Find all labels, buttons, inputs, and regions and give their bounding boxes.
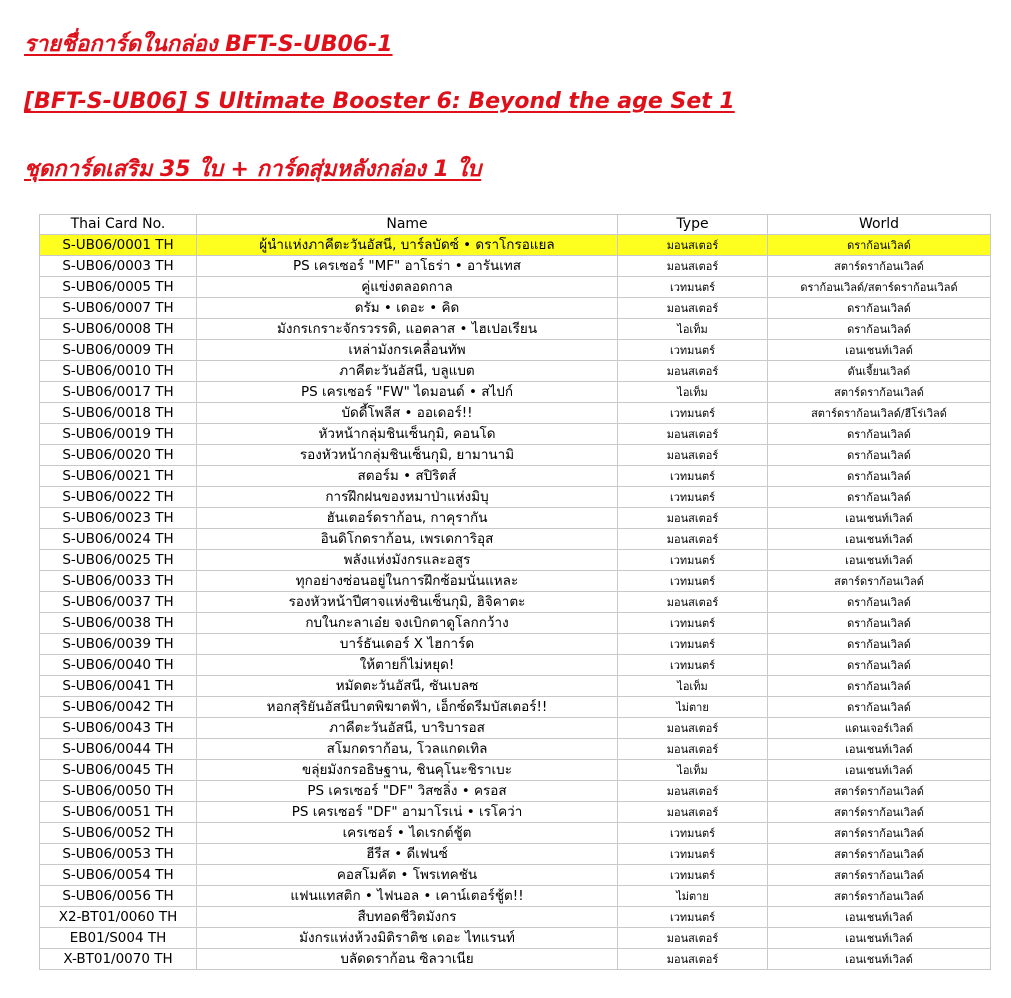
cell-card-world: เอนเชนท์เวิลด์ <box>768 949 991 970</box>
cell-card-world: เอนเชนท์เวิลด์ <box>768 907 991 928</box>
cell-card-world: ดราก้อนเวิลด์ <box>768 319 991 340</box>
cell-card-no: S-UB06/0051 TH <box>40 802 197 823</box>
cell-card-name: รองหัวหน้าปีศาจแห่งชินเซ็นกุมิ, ฮิจิคาตะ <box>197 592 618 613</box>
cell-card-no: S-UB06/0010 TH <box>40 361 197 382</box>
cell-card-no: S-UB06/0024 TH <box>40 529 197 550</box>
table-row <box>40 844 991 865</box>
cell-card-name: PS เครเซอร์ "MF" อาโธร่า • อารันเทส <box>197 256 618 277</box>
table-row <box>40 676 991 697</box>
cell-card-name: หอกสุริยันอัสนีบาตพิฆาตฟ้า, เอ็กซ์ดรีมบัสเตอร์!! <box>197 697 618 718</box>
cell-card-world: เอนเชนท์เวิลด์ <box>768 739 991 760</box>
set-title: [BFT-S-UB06] S Ultimate Booster 6: Beyond the age Set 1 <box>24 89 735 114</box>
cell-card-type: เวทมนตร์ <box>618 487 768 508</box>
cell-card-world: ดราก้อนเวิลด์ <box>768 424 991 445</box>
cell-card-world: สตาร์ดราก้อนเวิลด์ <box>768 571 991 592</box>
cell-card-name: กบในกะลาเอ๋ย จงเบิกตาดูโลกกว้าง <box>197 613 618 634</box>
cell-card-type: มอนสเตอร์ <box>618 298 768 319</box>
cell-card-no: S-UB06/0037 TH <box>40 592 197 613</box>
table-row <box>40 382 991 403</box>
cell-card-world: ดราก้อนเวิลด์ <box>768 634 991 655</box>
table-row <box>40 298 991 319</box>
cell-card-name: การฝึกฝนของหมาป่าแห่งมิบุ <box>197 487 618 508</box>
cell-card-world: เอนเชนท์เวิลด์ <box>768 760 991 781</box>
cell-card-name: ทุกอย่างซ่อนอยู่ในการฝึกซ้อมนั่นแหละ <box>197 571 618 592</box>
table-row <box>40 928 991 949</box>
cell-card-world: สตาร์ดราก้อนเวิลด์ <box>768 382 991 403</box>
cell-card-name: PS เครเซอร์ "FW" ไดมอนด์ • สไปก์ <box>197 382 618 403</box>
cell-card-type: เวทมนตร์ <box>618 613 768 634</box>
cell-card-no: S-UB06/0023 TH <box>40 508 197 529</box>
cell-card-name: คอสโมคัต • โพรเทคชัน <box>197 865 618 886</box>
cell-card-name: บัดดี้โพลีส • ออเดอร์!! <box>197 403 618 424</box>
cell-card-type: ไอเท็ม <box>618 760 768 781</box>
cell-card-type: มอนสเตอร์ <box>618 256 768 277</box>
cell-card-type: ไม่ตาย <box>618 886 768 907</box>
cell-card-type: เวทมนตร์ <box>618 634 768 655</box>
cell-card-no: S-UB06/0018 TH <box>40 403 197 424</box>
table-row <box>40 697 991 718</box>
cell-card-world: เอนเชนท์เวิลด์ <box>768 340 991 361</box>
cell-card-type: มอนสเตอร์ <box>618 781 768 802</box>
cell-card-type: เวทมนตร์ <box>618 907 768 928</box>
table-row <box>40 739 991 760</box>
cell-card-no: S-UB06/0053 TH <box>40 844 197 865</box>
cell-card-no: S-UB06/0008 TH <box>40 319 197 340</box>
cell-card-no: X-BT01/0070 TH <box>40 949 197 970</box>
cell-card-name: รองหัวหน้ากลุ่มชินเซ็นกุมิ, ยามานามิ <box>197 445 618 466</box>
cell-card-name: แฟนแทสติก • ไฟนอล • เคาน์เตอร์ชู้ต!! <box>197 886 618 907</box>
cell-card-name: มังกรแห่งห้วงมิติราติช เดอะ ไทแรนท์ <box>197 928 618 949</box>
cell-card-world: สตาร์ดราก้อนเวิลด์ <box>768 886 991 907</box>
column-header-type: Type <box>618 215 768 235</box>
table-row <box>40 550 991 571</box>
table-row <box>40 277 991 298</box>
cell-card-type: เวทมนตร์ <box>618 403 768 424</box>
list-title: รายชื่อการ์ดในกล่อง BFT-S-UB06-1 <box>24 32 393 57</box>
cell-card-type: เวทมนตร์ <box>618 655 768 676</box>
cell-card-type: ไอเท็ม <box>618 319 768 340</box>
table-row <box>40 886 991 907</box>
table-row <box>40 424 991 445</box>
cell-card-no: S-UB06/0017 TH <box>40 382 197 403</box>
cell-card-name: มังกรเกราะจักรวรรดิ, แอตลาส • ไฮเปอเรียน <box>197 319 618 340</box>
cell-card-no: X2-BT01/0060 TH <box>40 907 197 928</box>
cell-card-world: ดราก้อนเวิลด์ <box>768 487 991 508</box>
table-row <box>40 235 991 256</box>
cell-card-type: มอนสเตอร์ <box>618 739 768 760</box>
cell-card-type: เวทมนตร์ <box>618 571 768 592</box>
column-header-card-no: Thai Card No. <box>40 215 197 235</box>
cell-card-world: สตาร์ดราก้อนเวิลด์ <box>768 781 991 802</box>
cell-card-no: S-UB06/0025 TH <box>40 550 197 571</box>
cell-card-no: S-UB06/0050 TH <box>40 781 197 802</box>
cell-card-name: พลังแห่งมังกรและอสูร <box>197 550 618 571</box>
table-row <box>40 802 991 823</box>
cell-card-world: สตาร์ดราก้อนเวิลด์/ฮีโร่เวิลด์ <box>768 403 991 424</box>
cell-card-world: ดราก้อนเวิลด์ <box>768 466 991 487</box>
cell-card-world: สตาร์ดราก้อนเวิลด์ <box>768 823 991 844</box>
cell-card-no: S-UB06/0045 TH <box>40 760 197 781</box>
cell-card-type: เวทมนตร์ <box>618 340 768 361</box>
table-row <box>40 256 991 277</box>
cell-card-world: ดราก้อนเวิลด์ <box>768 697 991 718</box>
table-row <box>40 634 991 655</box>
table-row <box>40 403 991 424</box>
cell-card-world: ดราก้อนเวิลด์ <box>768 298 991 319</box>
table-row <box>40 319 991 340</box>
cell-card-no: S-UB06/0021 TH <box>40 466 197 487</box>
cell-card-world: ดราก้อนเวิลด์ <box>768 613 991 634</box>
cell-card-no: S-UB06/0042 TH <box>40 697 197 718</box>
cell-card-type: เวทมนตร์ <box>618 865 768 886</box>
table-row <box>40 907 991 928</box>
cell-card-name: สโมกดราก้อน, โวลแกดเทิล <box>197 739 618 760</box>
table-row <box>40 445 991 466</box>
cell-card-world: เอนเชนท์เวิลด์ <box>768 529 991 550</box>
cell-card-name: เครเซอร์ • ไดเรกต์ชู้ต <box>197 823 618 844</box>
cell-card-type: มอนสเตอร์ <box>618 928 768 949</box>
cell-card-name: หัวหน้ากลุ่มชินเซ็นกุมิ, คอนโด <box>197 424 618 445</box>
table-row <box>40 865 991 886</box>
cell-card-name: PS เครเซอร์ "DF" อามาโรเน่ • เรโคว่า <box>197 802 618 823</box>
cell-card-no: S-UB06/0007 TH <box>40 298 197 319</box>
cell-card-type: ไม่ตาย <box>618 697 768 718</box>
cell-card-no: S-UB06/0005 TH <box>40 277 197 298</box>
cell-card-world: สตาร์ดราก้อนเวิลด์ <box>768 844 991 865</box>
cell-card-type: มอนสเตอร์ <box>618 529 768 550</box>
table-row <box>40 949 991 970</box>
cell-card-name: บาร์ธันเดอร์ X ไฮการ์ด <box>197 634 618 655</box>
cell-card-no: S-UB06/0056 TH <box>40 886 197 907</box>
table-row <box>40 592 991 613</box>
cell-card-no: S-UB06/0033 TH <box>40 571 197 592</box>
cell-card-type: มอนสเตอร์ <box>618 424 768 445</box>
table-row <box>40 508 991 529</box>
cell-card-name: ฮันเตอร์ดราก้อน, กาคุรากัน <box>197 508 618 529</box>
cell-card-type: ไอเท็ม <box>618 382 768 403</box>
cell-card-name: บลัดดราก้อน ซิลวาเนีย <box>197 949 618 970</box>
column-header-world: World <box>768 215 991 235</box>
table-row <box>40 718 991 739</box>
cell-card-no: S-UB06/0040 TH <box>40 655 197 676</box>
table-row <box>40 781 991 802</box>
cell-card-world: เอนเชนท์เวิลด์ <box>768 508 991 529</box>
cell-card-world: ดราก้อนเวิลด์ <box>768 655 991 676</box>
cell-card-type: มอนสเตอร์ <box>618 592 768 613</box>
table-row <box>40 571 991 592</box>
cell-card-type: เวทมนตร์ <box>618 844 768 865</box>
table-row <box>40 487 991 508</box>
cell-card-type: มอนสเตอร์ <box>618 445 768 466</box>
cell-card-type: เวทมนตร์ <box>618 466 768 487</box>
cell-card-no: S-UB06/0001 TH <box>40 235 197 256</box>
table-row <box>40 340 991 361</box>
cell-card-name: PS เครเซอร์ "DF" วิสซลิ่ง • ครอส <box>197 781 618 802</box>
cell-card-world: เอนเชนท์เวิลด์ <box>768 928 991 949</box>
cell-card-type: มอนสเตอร์ <box>618 508 768 529</box>
card-rows <box>40 235 991 970</box>
cell-card-type: เวทมนตร์ <box>618 277 768 298</box>
table-row <box>40 613 991 634</box>
cell-card-name: ดรัม • เดอะ • คิด <box>197 298 618 319</box>
cell-card-type: มอนสเตอร์ <box>618 361 768 382</box>
cell-card-world: ดราก้อนเวิลด์/สตาร์ดราก้อนเวิลด์ <box>768 277 991 298</box>
cell-card-name: สืบทอดชีวิตมังกร <box>197 907 618 928</box>
cell-card-no: S-UB06/0038 TH <box>40 613 197 634</box>
cell-card-world: ดราก้อนเวิลด์ <box>768 445 991 466</box>
cell-card-type: เวทมนตร์ <box>618 550 768 571</box>
cell-card-no: S-UB06/0044 TH <box>40 739 197 760</box>
cell-card-no: S-UB06/0054 TH <box>40 865 197 886</box>
cell-card-no: S-UB06/0022 TH <box>40 487 197 508</box>
table-row <box>40 361 991 382</box>
cell-card-world: สตาร์ดราก้อนเวิลด์ <box>768 802 991 823</box>
cell-card-no: S-UB06/0039 TH <box>40 634 197 655</box>
cell-card-no: S-UB06/0043 TH <box>40 718 197 739</box>
cell-card-name: หมัดตะวันอัสนี, ซันเบลซ <box>197 676 618 697</box>
cell-card-world: ดราก้อนเวิลด์ <box>768 592 991 613</box>
cell-card-type: เวทมนตร์ <box>618 823 768 844</box>
cell-card-world: ดันเจี้ยนเวิลด์ <box>768 361 991 382</box>
cell-card-no: S-UB06/0052 TH <box>40 823 197 844</box>
cell-card-world: สตาร์ดราก้อนเวิลด์ <box>768 256 991 277</box>
cell-card-name: ภาคีตะวันอัสนี, บลูแบต <box>197 361 618 382</box>
cell-card-name: ภาคีตะวันอัสนี, บาริบารอส <box>197 718 618 739</box>
cell-card-world: แดนเจอร์เวิลด์ <box>768 718 991 739</box>
cell-card-no: S-UB06/0041 TH <box>40 676 197 697</box>
cell-card-type: มอนสเตอร์ <box>618 949 768 970</box>
table-row <box>40 823 991 844</box>
cell-card-no: S-UB06/0003 TH <box>40 256 197 277</box>
cell-card-name: อินดิโกดราก้อน, เพรเดการิอุส <box>197 529 618 550</box>
card-list-table <box>39 214 991 970</box>
cell-card-name: คู่แข่งตลอดกาล <box>197 277 618 298</box>
table-row <box>40 529 991 550</box>
cell-card-name: สตอร์ม • สปิริตส์ <box>197 466 618 487</box>
cell-card-world: สตาร์ดราก้อนเวิลด์ <box>768 865 991 886</box>
cell-card-name: เหล่ามังกรเคลื่อนทัพ <box>197 340 618 361</box>
table-row <box>40 760 991 781</box>
cell-card-no: S-UB06/0009 TH <box>40 340 197 361</box>
table-row <box>40 466 991 487</box>
cell-card-world: ดราก้อนเวิลด์ <box>768 235 991 256</box>
cell-card-type: มอนสเตอร์ <box>618 802 768 823</box>
cell-card-no: S-UB06/0019 TH <box>40 424 197 445</box>
cell-card-name: ให้ตายก็ไม่หยุด! <box>197 655 618 676</box>
cell-card-world: ดราก้อนเวิลด์ <box>768 676 991 697</box>
cell-card-name: ฮีรีส • ดีเฟนซ์ <box>197 844 618 865</box>
cell-card-type: ไอเท็ม <box>618 676 768 697</box>
table-header-row <box>40 215 991 235</box>
table-row <box>40 655 991 676</box>
cell-card-world: เอนเชนท์เวิลด์ <box>768 550 991 571</box>
cell-card-no: EB01/S004 TH <box>40 928 197 949</box>
cell-card-type: มอนสเตอร์ <box>618 718 768 739</box>
cell-card-no: S-UB06/0020 TH <box>40 445 197 466</box>
set-contents-note: ชุดการ์ดเสริม 35 ใบ + การ์ดสุ่มหลังกล่อง 1 ใบ <box>24 157 482 182</box>
cell-card-name: ผู้นำแห่งภาคีตะวันอัสนี, บาร์ลบัดซ์ • ดราโกรอแยล <box>197 235 618 256</box>
cell-card-type: มอนสเตอร์ <box>618 235 768 256</box>
column-header-name: Name <box>197 215 618 235</box>
cell-card-name: ขลุ่ยมังกรอธิษฐาน, ชินคุโนะชิราเบะ <box>197 760 618 781</box>
